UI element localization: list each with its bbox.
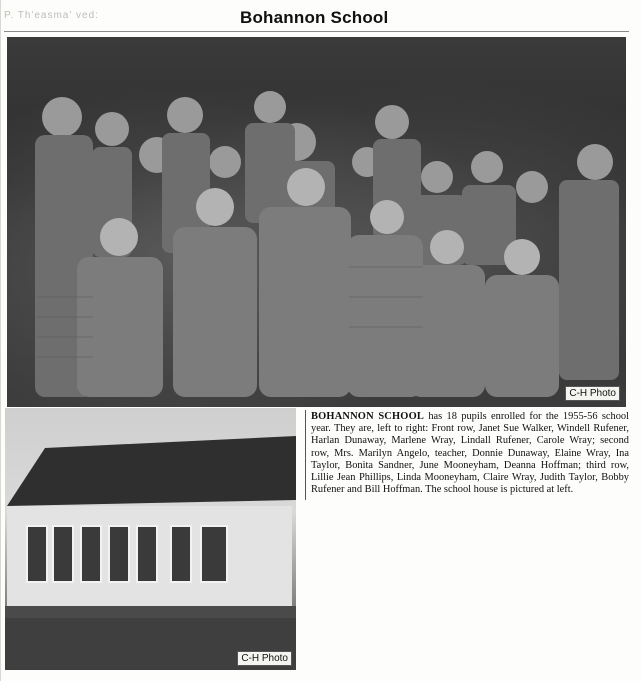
schoolhouse-illustration [5, 408, 296, 670]
faded-header-text: P. Th'easma' ved: [4, 10, 99, 21]
caption-body: has 18 pupils enrolled for the 1955-56 school year. They are, left to right: Front row, Janet Sue Walker, Windell Rufener, Harlan Dunaway, Marlene Wray, Lindall Rufener, Carole Wray; second row, Mrs. Marilyn Angelo, teacher, Donnie Dunaway, Elaine Wray, Ina Taylor, Bonita Sandner, June Mooneyham, Deanna Hoffman; third row, Lillie Jean Phillips, Linda Mooneyham, Claire Wray, Judith Taylor, Bobby Rufener and Bill Hoffman. The school house is pictured at left. [311, 411, 629, 496]
group-photo-figures [7, 37, 626, 407]
headline-rule [4, 31, 629, 32]
photo-credit: C-H Photo [565, 386, 620, 401]
caption-lead: BOHANNON SCHOOL [311, 411, 424, 422]
photo-credit: C-H Photo [237, 651, 292, 666]
schoolhouse-photo [5, 408, 296, 670]
headline: Bohannon School [240, 8, 389, 27]
caption-rule [305, 410, 306, 500]
group-photo [7, 37, 626, 407]
photo-caption [311, 411, 629, 496]
